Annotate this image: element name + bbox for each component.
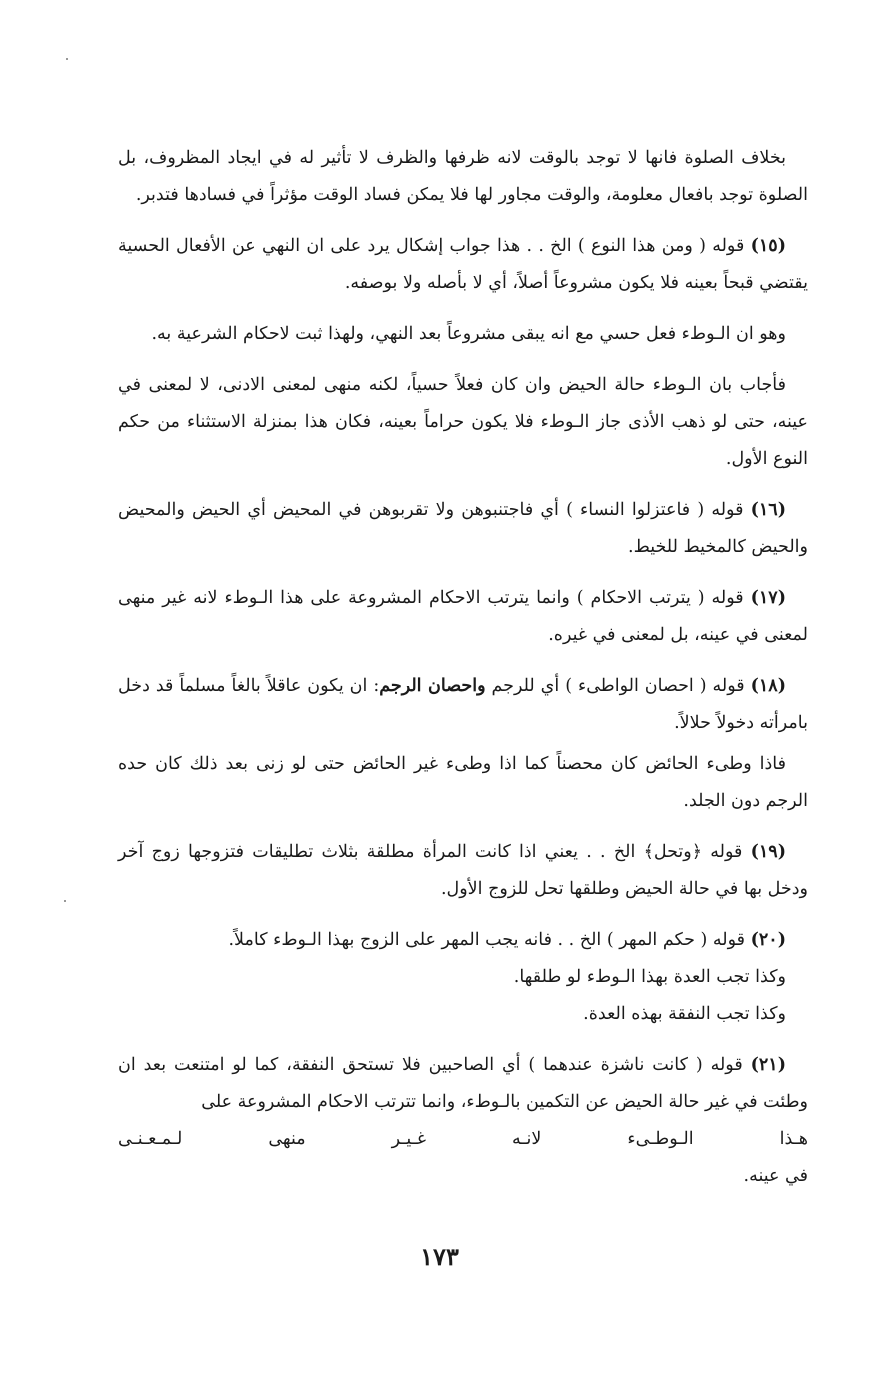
note-bold-term: واحصان الرجم <box>379 676 486 696</box>
note-text: قوله ( احصان الواطىء ) أي للرجم <box>491 676 745 696</box>
note-17 <box>118 580 808 654</box>
note-number: (١٨) <box>750 676 786 696</box>
page-number: ١٧٣ <box>420 1242 459 1271</box>
paragraph-8 <box>118 746 808 820</box>
spread-line <box>118 1121 808 1158</box>
note-text: قوله ( كانت ناشزة عندهما ) أي الصاحبين فلا تستحق النفقة، كما لو امتنعت بعد ان وطئت في غير حالة الحيض عن التكمين بالـوطء، وانما تترتب الاحكام المشروعة على <box>118 1055 808 1112</box>
note-line: وكذا تجب النفقة بهذه العدة. <box>583 1004 786 1024</box>
spread-word: غـيـر <box>391 1129 426 1149</box>
note-number: (١٥) <box>750 236 786 256</box>
note-number: (٢١) <box>750 1055 786 1075</box>
paragraph-4 <box>118 367 808 478</box>
note-15 <box>118 228 808 302</box>
scan-speck <box>64 900 66 902</box>
note-line: في عينه. <box>743 1166 808 1186</box>
note-line <box>118 922 808 959</box>
note-number: (١٧) <box>750 588 786 608</box>
note-text: قوله ( يترتب الاحكام ) وانما يترتب الاحكام المشروعة على هذا الـوطء لانه غير منهى لمعنى في عينه، بل لمعنى في غيره. <box>118 588 808 645</box>
page-body <box>118 140 808 1209</box>
note-number: (١٩) <box>750 842 786 862</box>
note-20 <box>118 922 808 1033</box>
spread-word: هـذا <box>779 1129 808 1149</box>
note-text: قوله ( حكم المهر ) الخ . . فانه يجب المهر على الزوج بهذا الـوطء كاملاً. <box>228 930 746 950</box>
spread-word: الـوطـىء <box>627 1129 694 1149</box>
paragraph-text: بخلاف الصلوة فانها لا توجد بالوقت لانه ظرفها والظرف لا تأثير له في ايجاد المظروف، بل الصلوة توجد بافعال معلومة، والوقت مجاور لها فلا يمكن فساد الوقت مؤثراً في فسادها فتدبر. <box>118 148 808 205</box>
note-line: وكذا تجب العدة بهذا الـوطء لو طلقها. <box>513 967 786 987</box>
note-text: قوله ( فاعتزلوا النساء ) أي فاجتنبوهن ولا تقربوهن في المحيض أي الحيض والمحيض والحيض كالمخيط للخيط. <box>118 500 808 557</box>
note-21 <box>118 1047 808 1195</box>
spread-word: لـمـعـنـى <box>118 1129 183 1149</box>
note-18 <box>118 668 808 742</box>
scan-speck <box>66 58 68 60</box>
paragraph-text: وهو ان الـوطء فعل حسي مع انه يبقى مشروعاً بعد النهي، ولهذا ثبت لاحكام الشرعية به. <box>151 324 786 344</box>
note-16 <box>118 492 808 566</box>
note-text: : ان يكون عاقلاً بالغاً مسلماً قد دخل بامرأته دخولاً حلالاً. <box>118 676 808 733</box>
note-19 <box>118 834 808 908</box>
paragraph-text: فأجاب بان الـوطء حالة الحيض وان كان فعلاً حسياً، لكنه منهى لمعنى الادنى، لا لمعنى في عينه، حتى لو ذهب الأذى جاز الـوطء فلا يكون حراماً بعينه، فكان هذا بمنزلة الاستثناء من حكم النوع الأول. <box>118 375 808 469</box>
paragraph-text: فاذا وطىء الحائض كان محصناً كما اذا وطىء غير الحائض حتى لو زنى بعد ذلك كان حده الرجم دون الجلد. <box>118 754 808 811</box>
spread-word: لانـه <box>511 1129 542 1149</box>
note-text: قوله ( ومن هذا النوع ) الخ . . هذا جواب إشكال يرد على ان النهي عن الأفعال الحسية يقتضي قبحاً بعينه فلا يكون مشروعاً أصلاً، أي لا بأصله ولا بوصفه. <box>118 236 808 293</box>
paragraph-1 <box>118 140 808 214</box>
note-text: قوله ﴿وتحل﴾ الخ . . يعني اذا كانت المرأة مطلقة بثلاث تطليقات فتزوجها زوج آخر ودخل بها في حالة الحيض وطلقها تحل للزوج الأول. <box>118 842 808 899</box>
spread-word: منهى <box>268 1129 306 1149</box>
note-number: (١٦) <box>750 500 786 520</box>
paragraph-3 <box>118 316 808 353</box>
note-number: (٢٠) <box>750 930 786 950</box>
